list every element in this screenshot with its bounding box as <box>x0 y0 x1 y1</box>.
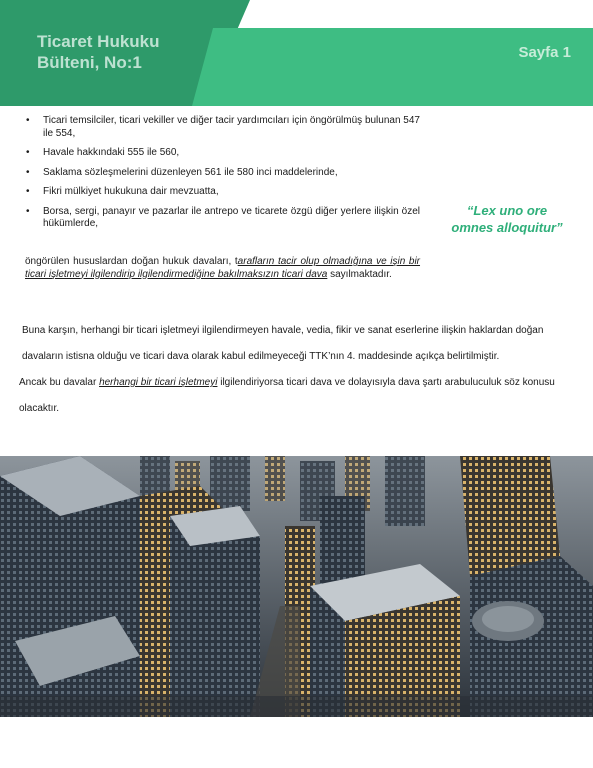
paragraph-emphasis: herhangi bir ticari işletmeyi <box>99 377 218 388</box>
paragraph-text <box>19 370 575 422</box>
intro-emphasis: arafların tacir olup olmadığına ve işin bir ticari işletmeyi ilgilendirip ilgilendirmediğine bakılmaksızın ticari dava <box>25 256 421 280</box>
intro-text-start: öngörülen hususlardan doğan hukuk davaları, t <box>25 256 238 267</box>
paragraph-text <box>19 318 575 370</box>
bulletin-title-line2: Bülteni, No:1 <box>37 53 142 72</box>
list-item <box>25 147 420 160</box>
header-light-band <box>192 28 593 106</box>
list-item <box>25 186 420 199</box>
intro-paragraph <box>25 256 420 281</box>
list-item-text: Fikri mülkiyet hukukuna dair mevzuatta, <box>43 186 219 197</box>
paragraph-part2-end: ilgilendiriyorsa ticari dava ve dolayısıyla dava şartı arabuluculuk söz konusu olacaktır. <box>19 377 555 414</box>
provisions-list <box>25 115 420 238</box>
list-item <box>25 115 420 140</box>
header-banner <box>0 0 593 110</box>
list-item <box>25 206 420 231</box>
bullet-icon: • <box>26 115 30 126</box>
bullet-icon: • <box>26 147 30 158</box>
city-illustration <box>0 456 593 717</box>
bullet-icon: • <box>26 186 30 197</box>
list-item-text: Ticari temsilciler, ticari vekiller ve diğer tacir yardımcıları için öngörülmüş bulunan 547 ile 554, <box>43 115 420 139</box>
intro-text-end: sayılmaktadır. <box>327 268 392 280</box>
pull-quote <box>432 202 582 236</box>
list-item-text: Borsa, sergi, panayır ve pazarlar ile antrepo ve ticarete özgü diğer yerlere ilişkin özel hükümlerde, <box>43 205 420 229</box>
list-item-text: Havale hakkındaki 555 ile 560, <box>43 147 180 158</box>
pull-quote-line1: “Lex uno ore <box>466 203 548 218</box>
page-number: Sayfa 1 <box>518 44 571 61</box>
pull-quote-line2: omnes alloquitur” <box>451 220 563 235</box>
bullet-icon: • <box>26 205 30 217</box>
bullet-icon: • <box>26 166 30 178</box>
paragraph-part2-start: Ancak bu davalar <box>19 377 100 388</box>
city-skyline-photo <box>0 456 593 717</box>
paragraph-part1: Buna karşın, herhangi bir ticari işletmeyi ilgilendirmeyen havale, vedia, fikir ve sanat eserlerine ilişkin haklardan doğan davaların istisna olduğu ve ticari dava olarak kabul edilmeyeceği TTK’nın 4. maddesinde açıkça belirtilmiştir. <box>22 325 544 362</box>
main-paragraph <box>19 318 575 422</box>
list-item-text: Saklama sözleşmelerini düzenleyen 561 ile 580 inci maddelerinde, <box>43 166 338 178</box>
list-item <box>25 167 420 180</box>
bulletin-title-line1: Ticaret Hukuku <box>37 32 160 51</box>
bulletin-title <box>37 31 207 73</box>
